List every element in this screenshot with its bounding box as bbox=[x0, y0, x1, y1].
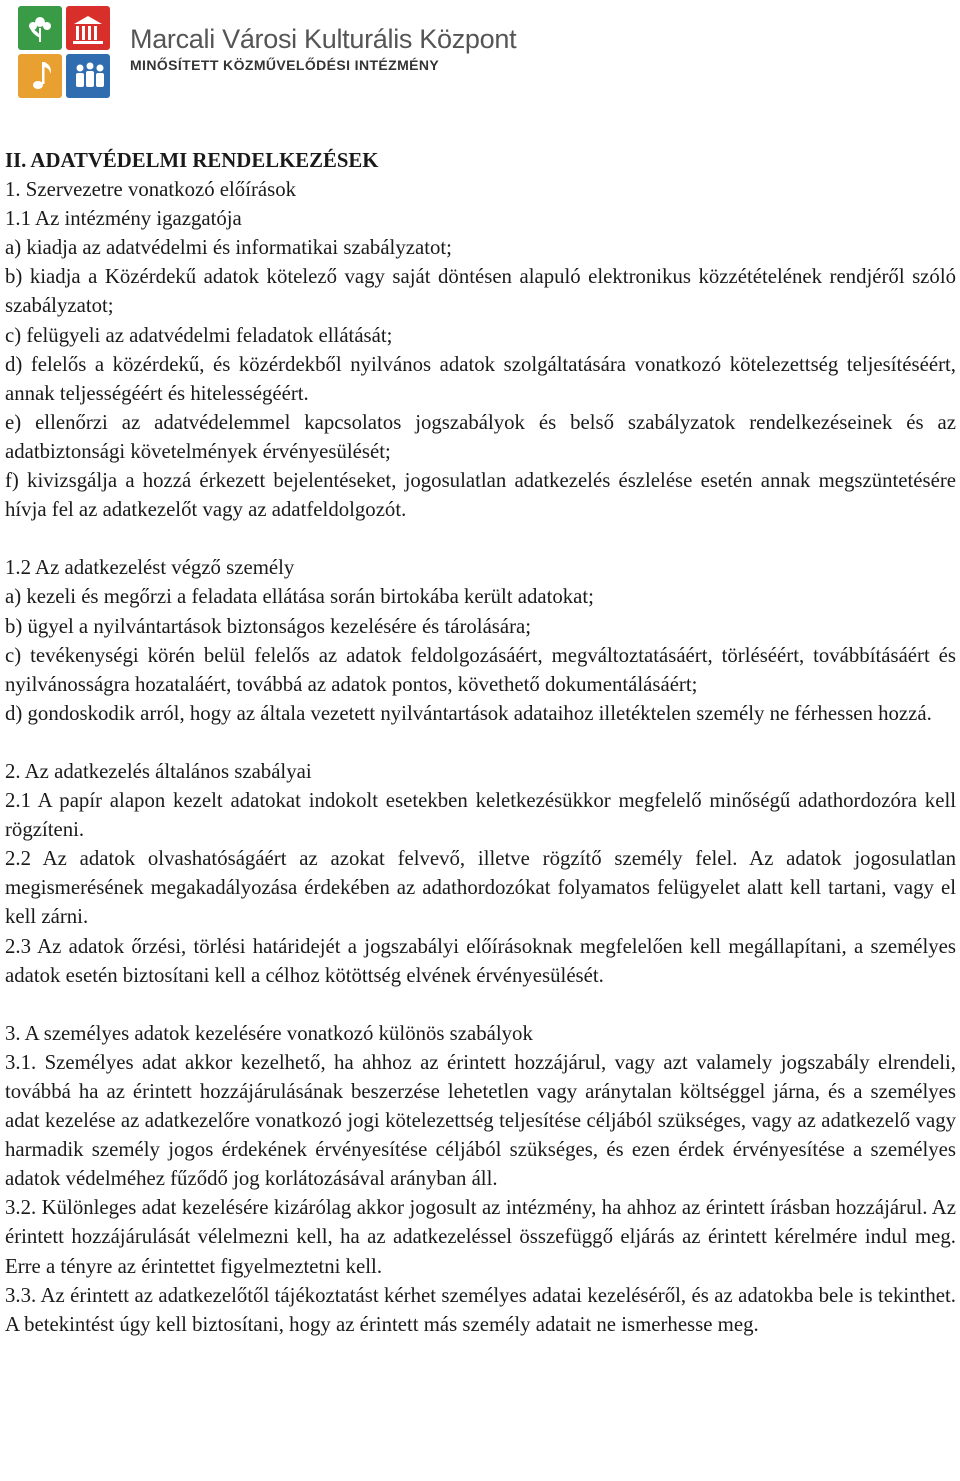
paragraph: a) kiadja az adatvédelmi és informatikai szabályzatot; bbox=[5, 236, 452, 260]
paragraph: 2. Az adatkezelés általános szabályai bbox=[5, 759, 312, 783]
organization-name: Marcali Városi Kulturális Központ bbox=[130, 24, 517, 54]
paragraph: c) tevékenységi körén belül felelős az adatok feldolgozásáért, megváltoztatásáért, törléséért, továbbításáért és nyilvánosságra hozataláért, továbbá az adatok pontos, követhető dokumentálásáért; bbox=[5, 643, 956, 696]
paragraph: 3.2. Különleges adat kezelésére kizárólag akkor jogosult az intézmény, ha ahhoz az érintett írásban hozzájárul. Az érintett hozzájárulását vélelmezni kell, ha az adatkezeléssel összefüggő eljárás az érintett kérelmére indul meg. Erre a tényre az érintettet figyelmeztetni kell. bbox=[5, 1196, 956, 1278]
blank-line bbox=[5, 524, 956, 553]
paragraph: 1.1 Az intézmény igazgatója bbox=[5, 207, 242, 231]
paragraph: b) kiadja a Közérdekű adatok kötelező vagy saját döntésen alapuló elektronikus közzétételének rendjéről szóló szabályzatot; bbox=[5, 265, 956, 318]
document-body bbox=[5, 146, 956, 1339]
logo-text bbox=[130, 22, 516, 74]
paragraph: 3. A személyes adatok kezelésére vonatkozó különös szabályok bbox=[5, 1021, 533, 1045]
paragraph: c) felügyeli az adatvédelmi feladatok ellátását; bbox=[5, 323, 393, 347]
blank-line bbox=[5, 728, 956, 757]
paragraph: a) kezeli és megőrzi a feladata ellátása során birtokába került adatokat; bbox=[5, 585, 594, 609]
paragraph: d) felelős a közérdekű, és közérdekből nyilvános adatok szolgáltatására vonatkozó kötelezettség teljesítéséért, annak teljességéért és hitelességéért. bbox=[5, 352, 956, 405]
paragraph: b) ügyel a nyilvántartások biztonságos kezelésére és tárolására; bbox=[5, 614, 532, 638]
paragraph: 3.3. Az érintett az adatkezelőtől tájékoztatást kérhet személyes adatai kezeléséről, és az adatokba bele is tekinthet. A betekintést úgy kell biztosítani, hogy az érintett más személy adatait ne ismerhesse meg. bbox=[5, 1283, 956, 1336]
paragraph: 3.1. Személyes adat akkor kezelhető, ha ahhoz az érintett hozzájárul, vagy azt valamely jogszabály elrendeli, továbbá ha az érintett hozzájárulásának beszerzése lehetetlen vagy aránytalan költséggel járna, és a személyes adat kezelése az adatkezelőre vonatkozó jogi kötelezettség teljesítése céljából szükséges, vagy az adatkezelő vagy harmadik személy jogos érdekének érvényesítése céljából szükséges, és ezen érdek érvényesítése a személyes adatok védelméhez fűződő jog korlátozásával arányban áll. bbox=[5, 1050, 956, 1191]
paragraph: 2.2 Az adatok olvashatóságáért az azokat felvevő, illetve rögzítő személy felel. Az adatok jogosulatlan megismerésének megakadályozása érdekében az adathordozókat folyamatos felügyelet alatt kell tartani, vagy el kell zárni. bbox=[5, 847, 956, 929]
header bbox=[18, 6, 517, 102]
organization-subtitle: MINŐSÍTETT KÖZMŰVELŐDÉSI INTÉZMÉNY bbox=[130, 57, 440, 73]
paragraph: 1. Szervezetre vonatkozó előírások bbox=[5, 178, 297, 202]
paragraph: 2.3 Az adatok őrzési, törlési határidejét a jogszabályi előírásoknak megfelelően kell megállapítani, a személyes adatok esetén biztosítani kell a célhoz kötöttség elvének érvényesülését. bbox=[5, 934, 956, 987]
paragraph: f) kivizsgálja a hozzá érkezett bejelentéseket, jogosulatlan adatkezelés észlelése esetén annak megszüntetésére hívja fel az adatkezelőt vagy az adatfeldolgozót. bbox=[5, 469, 956, 522]
organization-logo-icon bbox=[18, 6, 110, 98]
paragraph: 1.2 Az adatkezelést végző személy bbox=[5, 556, 295, 580]
paragraph: d) gondoskodik arról, hogy az általa vezetett nyilvántartások adataihoz illetéktelen személy ne férhessen hozzá. bbox=[5, 701, 932, 725]
paragraph-list bbox=[5, 175, 956, 1339]
paragraph: 2.1 A papír alapon kezelt adatokat indokolt esetekben keletkezésükkor megfelelő minőségű adathordozóra kell rögzíteni. bbox=[5, 789, 956, 842]
section-title: II. ADATVÉDELMI RENDELKEZÉSEK bbox=[5, 149, 379, 172]
paragraph: e) ellenőrzi az adatvédelemmel kapcsolatos jogszabályok és belső szabályzatok rendelkezéseinek és az adatbiztonsági követelmények érvényesülését; bbox=[5, 410, 956, 463]
blank-line bbox=[5, 990, 956, 1019]
